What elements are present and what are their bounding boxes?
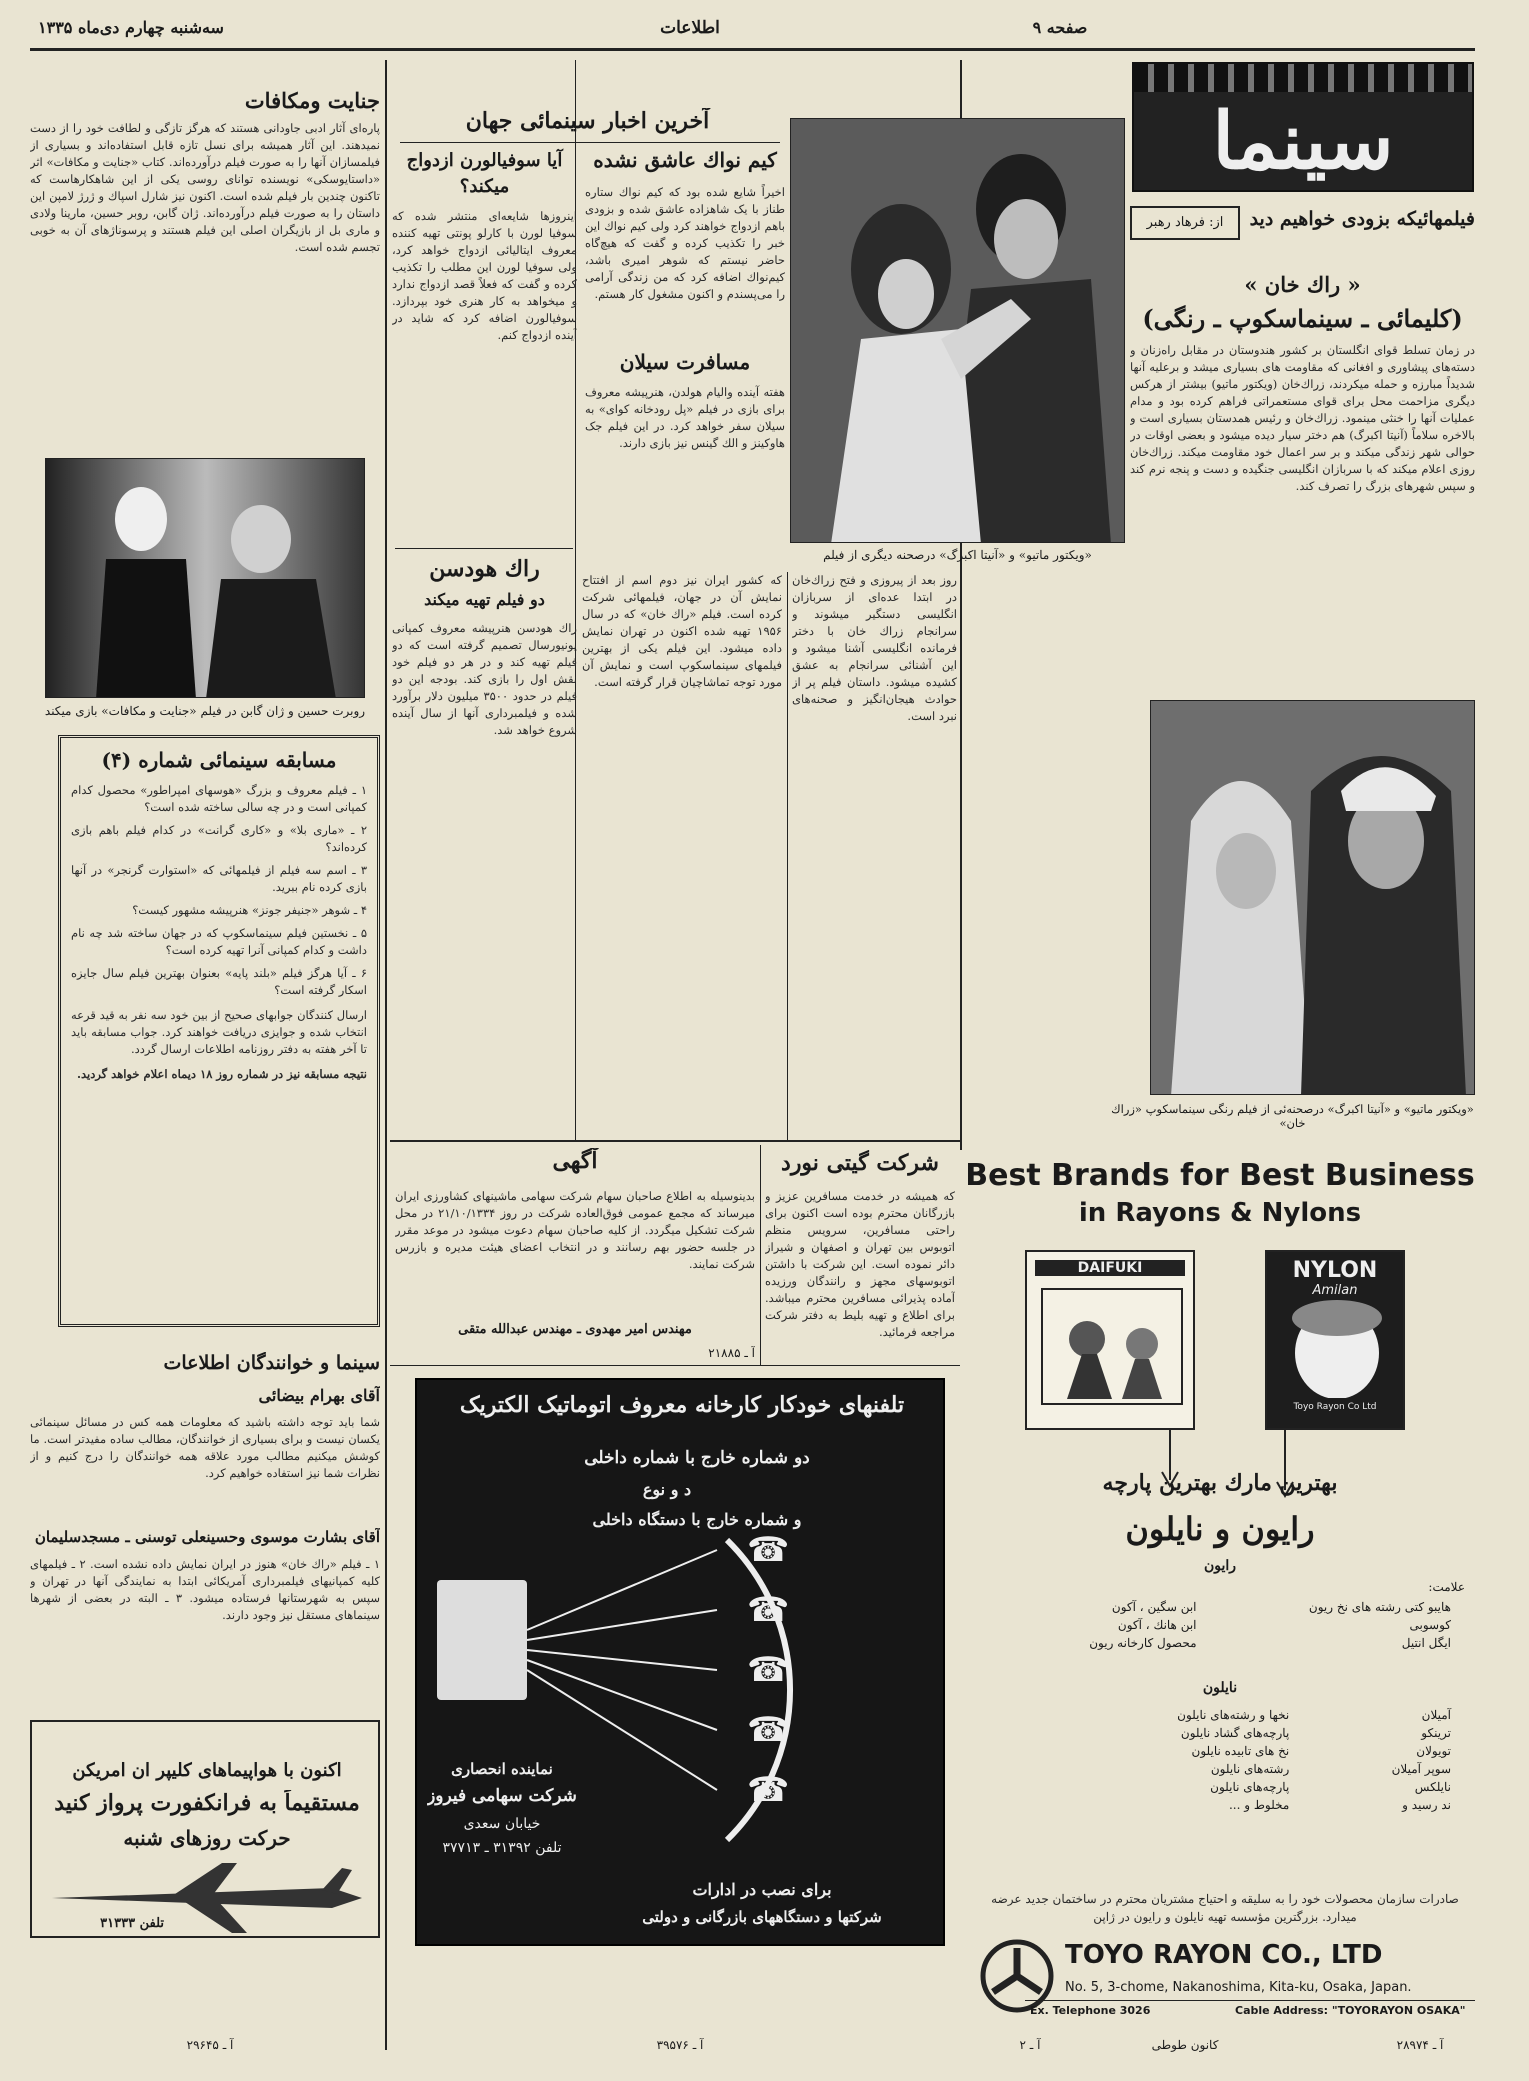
contest-question: ۶ ـ آیا هرگز فیلم «بلند پایه» بعنوان بهترین فیلم سال جایزه اسکار گرفته است؟ [71,966,367,997]
crime-photo-scene [46,459,365,698]
section-rule [390,1140,960,1142]
brand-name: ایگل انتیل [1401,1636,1451,1650]
contest-result: نتیجه مسابقه نیز در شماره روز ۱۸ دیماه اعلام خواهد گردید. [76,1067,367,1081]
airline-line1: اکنون با هواپیماهای کلیپر ان امریکن [72,1760,342,1781]
contest-title: مسابقه سینمائی شماره (۴) [101,748,337,772]
nylon-label-top: NYLON [1292,1258,1378,1283]
readers-person2: آقای بشارت موسوی وحسینعلی توسنی ـ مسجدسلیمان [34,1528,380,1546]
news-col4-body: روز بعد از پیروزی و فتح زراك‌خان در ابتدا عده‌ای از سربازان انگلیسی دستگیر میشوند و سرانجام زراك خان با دختر فرمانده انگلیسی آشنا میشود و این آشنائی سرانجام به عشق کشیده میشود. داستان فیلم پر از حوادث هیجان‌انگیز و صحنه‌های نبرد است. [792,573,957,723]
news-col1-body: اخیراً شایع شده بود که کیم نواك ستاره طناز با یک شاهزاده عاشق شده و بزودی باهم ازدواج خواهند کرد ولی کیم نواك این خبر را تکذیب کرده و گفت که هیچ‌گاه حاضر نیستم که شوهر امیری باشد، کیم‌نواك اضافه کرد که من زندگی آرامی را می‌پسندم و اکنون مشغول کار هستم. [585,185,785,301]
rayon-mark-label: علامت: [1428,1580,1465,1594]
nylon-label [1265,1250,1405,1430]
phone-ad-code: آ ـ ۳۹۵۷۶ [656,2038,704,2052]
film-photo-2 [1150,700,1475,1095]
rayon-headline2: in Rayons & Nylons [1078,1198,1362,1228]
telephone-icon: ☎ [747,1770,790,1810]
author: از: فرهاد رهبر [1146,215,1224,230]
cinema-masthead [1132,62,1474,192]
rayon-cable: Cable Address: "TOYORAYON OSAKA" [1235,2004,1466,2017]
table-row [1005,1598,1455,1616]
news-heading-rule [400,142,780,143]
film-body: در زمان تسلط قوای انگلستان بر کشور هندوستان در مقابل راه‌زنان و دسته‌های پیشاوری و افغانی که مقاومت های بسیاری میشد و برعلیه آنها شدیداً مبارزه و حمله میکردند، زراك‌خان (ویکتور ماتیو) بیشتر از هرکس دیگری مزاحمت محل برای قوای مستعمراتی فراهم کرده بود و مدام عملیات آنها را خنثی مینمود. زراك‌خان و رئیس همدستان بسیاری است و بالاخره سلاماً (آنیتا اکبرگ) هم دختر سیار دیده میشود و بعضی اوقات در حوالی شهر زندگی میکند و بر سر اعمال خود مقاومت میکند. زراك‌خان روزی اعلام میکند که با سربازان انگلیسی جنگیده و دست و پنجه نرم کند و سپس شهرهای بزرگ را تصرف کند. [1130,343,1475,493]
news-col1-title: کیم نواك عاشق نشده [593,148,777,172]
header-page: صفحه ۹ [1032,18,1088,37]
crime-title: جنایت ومکافات [244,88,380,113]
readers-title: سینما و خوانندگان اطلاعات [163,1352,380,1374]
airline-ad [30,1720,380,1938]
phone-ad-phones: تلفن ۳۱۳۹۲ ـ ۳۷۷۱۳ [442,1840,562,1856]
phone-ad-footer1: برای نصب در ادارات [692,1880,832,1899]
phone-ad [415,1378,945,1946]
brand-desc: نخها و رشته‌های نایلون [1177,1708,1290,1722]
news-col2-sub-body: راك هودسن هنرپیشه معروف کمپانی یونیورسال تصمیم گرفته است که دو فیلم تهیه کند و در هر دو فیلم خود نقش اول را بازی کند. بودجه این دو فیلم در حدود ۳۵۰۰ میلیون دلار برآورد شده و فیلمبرداری آنها از سال آینده شروع خواهد شد. [392,621,577,737]
brand-desc: ابن سگین ، آکون [1111,1600,1197,1614]
crime-photo-caption: روبرت حسین و ژان گابن در فیلم «جنایت و مکافات» بازی میکند [44,704,366,718]
phone-ad-line2: د و نوع [642,1480,692,1499]
film-subtitle: (کلیمائی ـ سینماسکوپ ـ رنگی) [1142,304,1463,333]
contest-question: ۴ ـ شوهر «جنیفر جونز» هنرپیشه مشهور کیست؟ [132,903,367,917]
rayon-persian1: بهترین مارك بهترین پارچه [1102,1470,1338,1496]
contest-box [58,735,380,1327]
phone-ad-footer2: شرکتها و دستگاههای بازرگانی و دولتی [642,1908,882,1926]
section-rule [390,1365,960,1366]
rayon-address: No. 5, 3-chome, Nakanoshima, Kita-ku, Osaka, Japan. [1065,1980,1412,1995]
nylon-label-sub: Amilan [1312,1283,1358,1298]
table-row [1005,1778,1455,1796]
nylon-label-foot: Toyo Rayon Co Ltd [1293,1402,1377,1412]
brand-name: نایلکس [1414,1780,1451,1794]
brand-desc: پارچه‌های گشاد نایلون [1180,1726,1290,1740]
nylon-section-head: نایلون [1202,1680,1238,1696]
crime-photo [45,458,365,698]
brand-desc: پارچه‌های نایلون [1210,1780,1290,1794]
brand-desc: محصول کارخانه ریون [1089,1636,1197,1650]
airline-code: آ ـ ۲۹۶۴۵ [186,2038,234,2052]
film-photo-1-caption: «ویکتور ماتیو» و «آنیتا اکبرگ» درصحنه دیگری از فیلم [823,548,1092,562]
brand-name: تویولان [1416,1744,1451,1758]
notice-body: بدینوسیله به اطلاع صاحبان سهام شرکت سهامی ماشینهای کشاورزی ایران میرساند که مجمع عمومی فوق‌العاده شرکت در روز ۲۱/۱۰/۱۳۳۴ در محل شرکت تشکیل میگردد. از کلیه صاحبان سهام دعوت میشود در موعد مقرر در جلسه حضور بهم رسانند و در انتخاب اعضای هیئت مدیره و بازرس شرکت نمایند. [395,1189,755,1271]
daifuki-label [1025,1250,1195,1430]
telephone-icon: ☎ [747,1650,790,1690]
table-row [1005,1616,1455,1634]
phone-ad-agent-name: شرکت سهامی فیروز [427,1786,577,1806]
rayon-section-head: رایون [1203,1558,1237,1574]
phone-ad-line1: دو شماره خارج با شماره داخلی [584,1448,810,1468]
rayon-ad [965,1150,1475,2050]
masthead-film-strip [1134,64,1472,92]
contest-question: ۵ ـ نخستین فیلم سینماسکوپ که در جهان ساخته شد چه نام داشت و کدام کمپانی آنرا تهیه کرده است؟ [71,926,367,957]
column-rule [385,60,387,2050]
footer-rule [1025,2000,1475,2001]
news-col1-sub: مسافرت سیلان [619,350,751,374]
readers-body1: شما باید توجه داشته باشید که معلومات همه کس در مسائل سینمائی یکسان نیست و برای بسیاری از خوانندگان، مطالب ساده مفیدتر است. ما کوشش میکنیم مطالب مورد علاقه همه خوانندگان را درج کنیم و از نظرات شما نیز استفاده خواهیم کرد. [30,1415,380,1480]
telephone-icon: ☎ [747,1530,790,1570]
brand-desc: مخلوط و ... [1228,1798,1290,1812]
table-row [1005,1634,1455,1652]
upcoming-heading: فیلمهائیکه بزودی خواهیم دید [1249,208,1475,230]
brand-desc: رشته‌های نایلون [1210,1762,1290,1776]
table-row [1005,1742,1455,1760]
header-paper: اطلاعات [660,18,720,38]
contest-rules: ارسال کنندگان جوابهای صحیح از بین خود سه نفر به قید قرعه انتخاب شده و جوایزی دریافت خواهند کرد. جواب مسابقه باید تا آخر هفته به دفتر روزنامه اطلاعات ارسال گردد. [71,1008,367,1056]
rayon-code2: آ ـ ۲ [1019,2038,1041,2052]
header-date: سه‌شنبه چهارم دی‌ماه ۱۳۳۵ [38,18,224,37]
brand-name: آمیلان [1421,1708,1451,1722]
news-col2-body: اینروزها شایعه‌ای منتشر شده که سوفیا لورن با کارلو پونتی تهیه کننده معروف ایتالیائی ازدواج خواهد کرد، ولی سوفیا لورن این مطلب را تکذیب کرده و گفت که فعلاً قصد ازدواج ندارد و میخواهد به کار هنری خود بپردازد. سوفیالورن اضافه کرد که شاید در آینده ازدواج کنم. [392,209,577,342]
rayon-telex: Ex. Telephone 3026 [1030,2004,1151,2017]
notice-signature: مهندس امیر مهدوی ـ مهندس عبدالله متقی [458,1322,692,1337]
brand-name: ترینکو [1421,1726,1451,1740]
daifuki-label-text: DAIFUKI [1035,1260,1185,1276]
rayon-company: TOYO RAYON CO., LTD [1065,1940,1383,1970]
film-title: « راك خان » [1244,272,1361,297]
nylon-table [1005,1706,1455,1814]
contest-question: ۲ ـ «ماری بلا» و «کاری گرانت» در کدام فیلم باهم بازی کرده‌اند؟ [71,823,367,854]
table-row [1005,1724,1455,1742]
travel-title: شرکت گیتی نورد [781,1150,939,1176]
notice-code: آ ـ ۲۱۸۸۵ [708,1346,755,1360]
notice-title: آگهی [552,1148,598,1174]
column-rule [760,1145,761,1365]
film-photo-2-scene [1151,701,1475,1095]
contest-question: ۳ ـ اسم سه فیلم از فیلمهائی که «استوارت گرنجر» در آنها بازی کرده نام ببرید. [71,863,367,894]
header-rule [30,48,1475,51]
column-rule [787,572,788,1142]
news-divider [395,548,573,549]
film-photo-1-scene [791,119,1125,543]
brand-desc: نخ های تابیده نایلون [1191,1744,1290,1758]
crime-body: پاره‌ای آثار ادبی جاودانی هستند که هرگز تازگی و لطافت خود را از دست نمیدهند. این آثار همیشه برای نسل تازه قابل استفاده‌اند و بسیاری از فیلمسازان آنها را به صورت فیلم درآورده‌اند. کتاب «جنایت و مکافات» اثر «داستایوسکی» نویسنده توانای روسی یکی از این شاهکارهاست که تاکنون چندین بار فیلم شده است. اکنون نیز شارل اسپاك و ژرژ لامپن این داستان را به صورت فیلم درآورده‌اند. ژان گابن، روبر حسین، مارینا ولادی و ماری بل از بازیگران اصلی این فیلم هستند و پرسوناژهای آن به خوبی تجسم شده است. [30,121,380,254]
airline-phone: تلفن ۳۱۳۳۳ [100,1916,164,1931]
phone-ad-title: تلفنهای خودکار کارخانه معروف اتوماتیک الکتریک [459,1392,905,1418]
nylon-face-illustration [1267,1298,1405,1398]
author-box [1130,206,1240,240]
news-col3-body: که کشور ایران نیز دوم اسم از افتتاح نمایش آن در جهان، فیلمهائی شرکت کرده است. فیلم «راك خان» که در سال ۱۹۵۶ تهیه شده اکنون در تهران نمایش داده میشود. این فیلم یکی از بهترین فیلمهای سینماسکوپ است و نمایش آن مورد توجه تماشاچیان قرار گرفته است. [582,573,782,689]
rayon-persian2: رایون و نایلون [1125,1510,1315,1548]
brand-name: ند رسید و [1402,1798,1451,1812]
telephone-icon: ☎ [747,1710,790,1750]
contest-question: ۱ ـ فیلم معروف و بزرگ «هوسهای امپراطور» محصول کدام کمپانی است و در چه سالی ساخته شده است؟ [71,783,367,814]
contest-questions [71,782,367,999]
film-photo-1 [790,118,1125,543]
news-col1-sub-body: هفته آینده والیام هولدن، هنرپیشه معروف برای بازی در فیلم «پل رودخانه کوای» به سیلان سفر خواهد کرد. در این فیلم جک هاوکینز و الك گینس نیز بازی دارند. [585,385,785,450]
brand-desc: ابن هانك ، آکون [1117,1618,1197,1632]
news-col2-title: آیا سوفیالورن ازدواج میکند؟ [406,150,563,197]
phone-ad-line3: و شماره خارج با دستگاه داخلی [592,1510,802,1529]
rayon-headline1: Best Brands for Best Business [965,1158,1475,1193]
readers-person1: آقای بهرام بیضائی [258,1386,380,1405]
rayon-agent: کانون طوطی [1151,2038,1219,2052]
readers-body2: ۱ ـ فیلم «راك خان» هنوز در ایران نمایش داده نشده است. ۲ ـ فیلمهای کلیه کمپانیهای فیلمبرداری آمریکائی ابتدا به نمایندگی آنها در تهران و سپس به شهرستانها فرستاده میشود. ۳ ـ البته در بعضی از شهرها سینماهای مستقل نیز وجود دارند. [30,1557,380,1622]
brand-name: سوپر آمیلان [1391,1762,1451,1776]
brand-name: هایبو کتی رشته های نخ ریون [1308,1600,1451,1614]
airline-line3: حرکت روزهای شنبه [123,1826,291,1850]
masthead-title: سینما [1212,96,1394,187]
news-col2-sub: راك هودسن [429,556,540,582]
phone-ad-agent: نماینده انحصاری [451,1760,553,1778]
rayon-code1: آ ـ ۲۸۹۷۴ [1396,2038,1444,2052]
news-col2-sub-title: دو فیلم تهیه میکند [424,590,545,609]
phone-ad-address: خیابان سعدی [463,1816,541,1832]
travel-body: که همیشه در خدمت مسافرین عزیز و بازرگانان محترم بوده است اکنون برای راحتی مسافرین، سرویس منظم اتوبوس بین تهران و اصفهان و شیراز دائر نموده است. این شرکت با داشتن اتوبوسهای مجهز و رانندگان ورزیده آماده پذیرائی مسافرین محترم میباشد. برای اطلاع و تهیه بلیط به دفتر شرکت مراجعه فرمائید. [765,1189,955,1339]
table-row [1005,1760,1455,1778]
rayon-table [1005,1598,1455,1652]
table-row [1005,1706,1455,1724]
table-row [1005,1796,1455,1814]
film-photo-2-caption: «ویکتور ماتیو» و «آنیتا اکبرگ» درصحنه‌ئی از فیلم رنگی سینماسکوپ «زراك خان» [1111,1102,1474,1130]
news-heading: آخرین اخبار سینمائی جهان [465,108,710,134]
telephone-icon: ☎ [747,1590,790,1630]
daifuki-illustration [1027,1284,1195,1414]
brand-name: کوسوبی [1409,1618,1451,1632]
rayon-persian-footer: صادرات سازمان محصولات خود را به سلیقه و احتیاج مشتریان محترم در ساختمان جدید عرضه میدارد. بزرگترین مؤسسه تهیه نایلون و رایون در ژاپن [991,1892,1459,1924]
airline-line2: مستقیماً به فرانکفورت پرواز کنید [54,1790,360,1816]
